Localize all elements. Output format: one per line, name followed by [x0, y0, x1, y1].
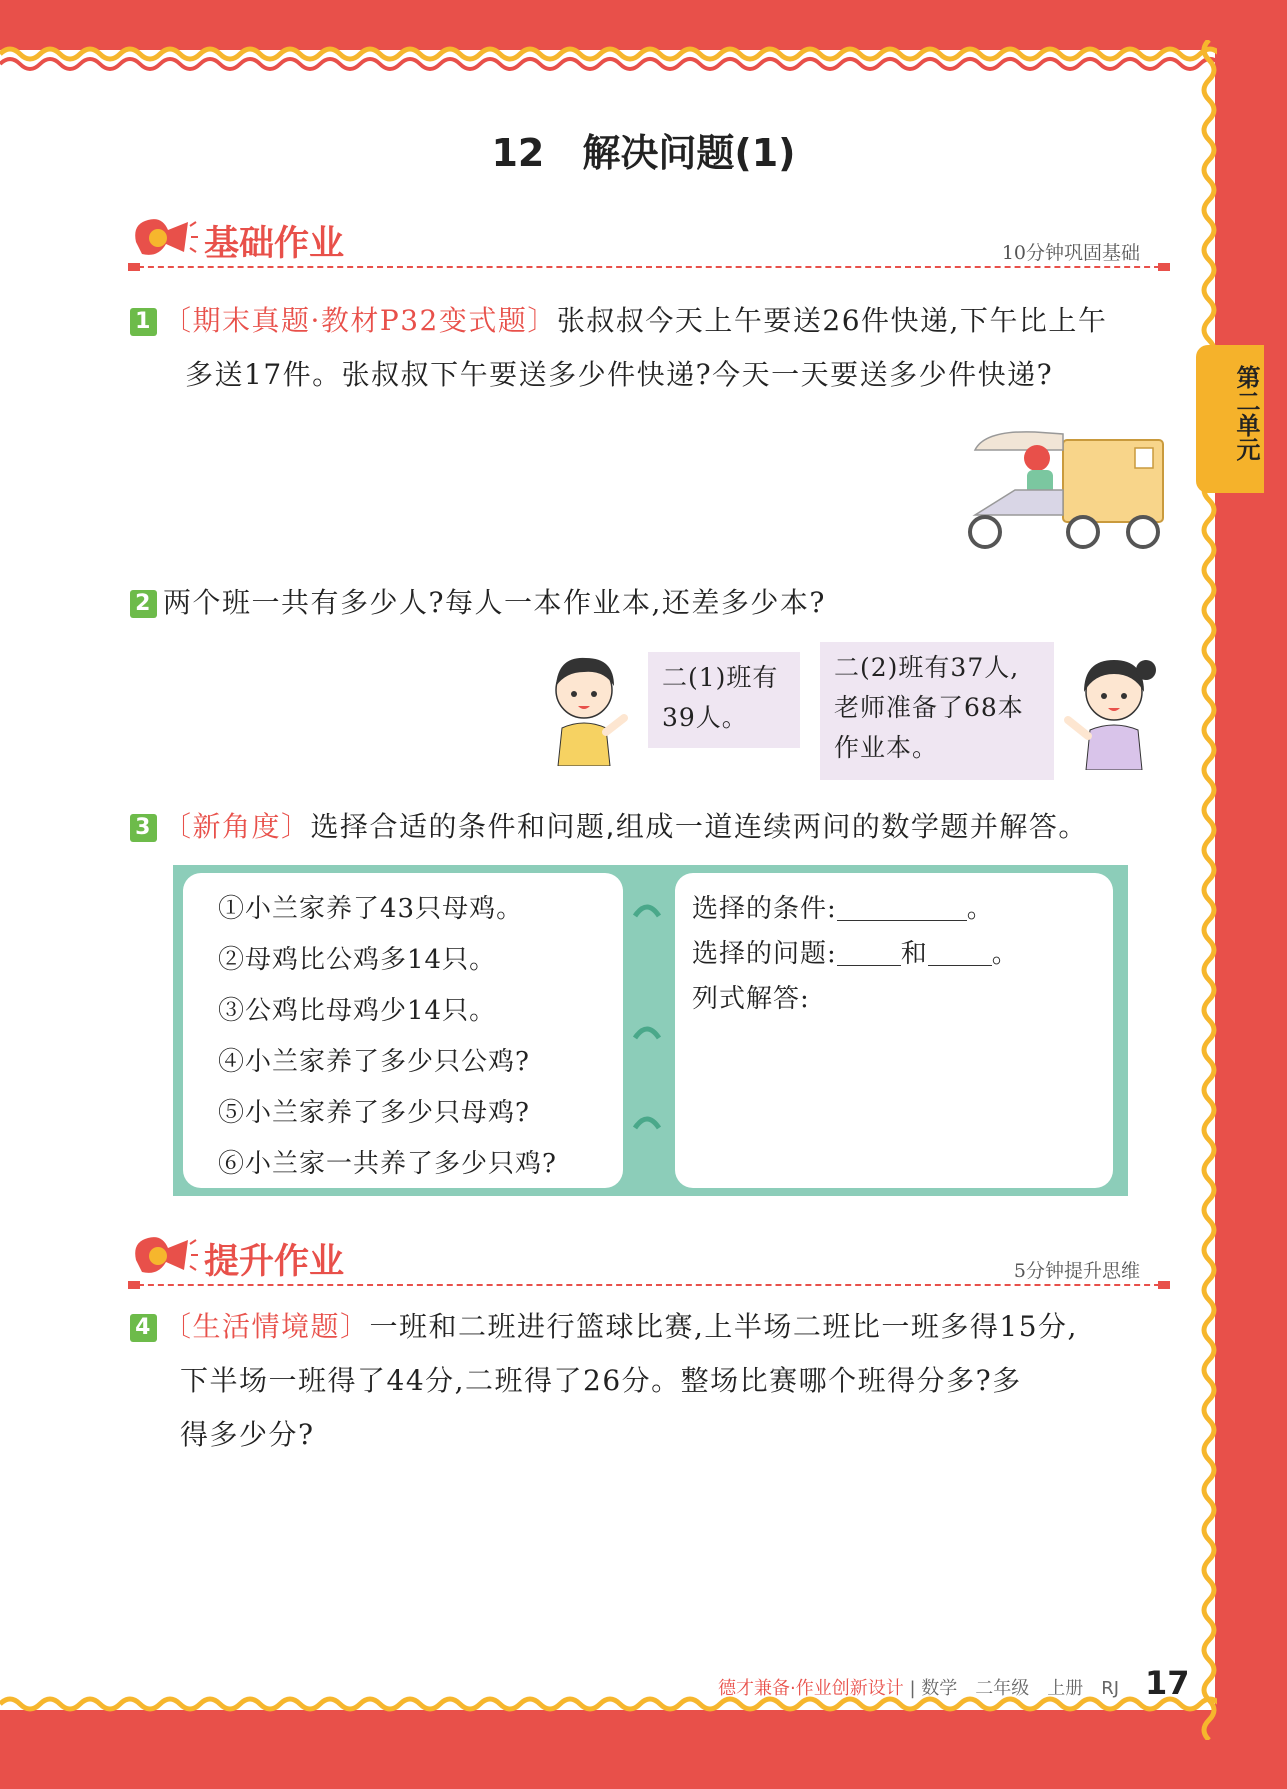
bubble-text: 二(2)班有37人,	[834, 653, 1020, 682]
question-text: 得多少分?	[180, 1418, 315, 1451]
chosen-conditions-row	[692, 888, 994, 925]
chosen-questions-row	[692, 933, 1019, 970]
girl-illustration	[1058, 648, 1168, 770]
boy-speech-bubble	[648, 652, 800, 748]
question-text: 多送17件。张叔叔下午要送多少件快递?今天一天要送多少件快递?	[185, 358, 1054, 391]
question-tag: 〔期末真题·教材P32变式题〕	[163, 304, 557, 337]
question-text: 两个班一共有多少人?每人一本作业本,还差多少本?	[163, 586, 826, 619]
answer-blank[interactable]	[837, 939, 901, 966]
section-header-basic	[128, 212, 1170, 272]
bubble-text: 39人。	[662, 703, 748, 732]
right-wave-border	[1195, 40, 1235, 1740]
question-number: 1	[130, 308, 157, 336]
solve-label: 列式解答:	[692, 984, 810, 1014]
delivery-tricycle-illustration	[955, 420, 1170, 555]
condition-item: ④小兰家养了多少只公鸡?	[218, 1047, 530, 1077]
trumpet-icon	[128, 212, 198, 264]
section-divider	[128, 1284, 1170, 1286]
punctuation: 。	[966, 894, 994, 924]
trumpet-icon	[128, 1230, 198, 1282]
page-title: 12 解决问题(1)	[491, 131, 796, 175]
question-1	[130, 294, 1180, 402]
question-3	[130, 800, 1180, 854]
question-2	[130, 576, 1180, 630]
answer-blank[interactable]	[928, 939, 992, 966]
footer-brand: 德才兼备·作业创新设计	[718, 1678, 904, 1699]
condition-item: ③公鸡比母鸡少14只。	[218, 996, 497, 1026]
punctuation: 。	[991, 939, 1019, 969]
boy-illustration	[544, 648, 628, 766]
conjunction: 和	[900, 939, 928, 969]
condition-item: ⑤小兰家养了多少只母鸡?	[218, 1098, 530, 1128]
question-number: 2	[130, 590, 157, 618]
answer-label: 选择的条件:	[692, 894, 837, 924]
answer-blank[interactable]	[837, 894, 967, 921]
question-text: 张叔叔今天上午要送26件快递,下午比上午	[556, 304, 1108, 337]
question-tag: 〔新角度〕	[163, 810, 311, 843]
section-title-advanced: 提升作业	[204, 1242, 345, 1282]
binder-ring-icon	[633, 898, 661, 926]
footer-book-info: 数学 二年级 上册 RJ	[921, 1678, 1120, 1699]
girl-speech-bubble	[820, 642, 1054, 780]
section-title-basic: 基础作业	[204, 224, 345, 264]
bubble-text: 二(1)班有	[662, 663, 779, 692]
unit-side-tab	[1196, 345, 1264, 493]
question-text: 一班和二班进行篮球比赛,上半场二班比一班多得15分,	[369, 1310, 1078, 1343]
footer: 德才兼备·作业创新设计 | 数学 二年级 上册 RJ	[718, 1678, 1120, 1699]
answer-label: 选择的问题:	[692, 939, 837, 969]
question-text: 选择合适的条件和问题,组成一道连续两问的数学题并解答。	[310, 810, 1088, 843]
binder-ring-icon	[633, 1110, 661, 1138]
question-text: 下半场一班得了44分,二班得了26分。整场比赛哪个班得分多?多	[180, 1364, 1022, 1397]
question-tag: 〔生活情境题〕	[163, 1310, 370, 1343]
binder-ring-icon	[633, 1020, 661, 1048]
unit-side-tab-label: 第二单元	[1232, 365, 1260, 461]
bubble-text: 老师准备了68本	[834, 693, 1024, 722]
top-wave-border	[0, 40, 1230, 76]
question-number: 4	[130, 1314, 157, 1342]
section-subtitle-advanced: 5分钟提升思维	[1013, 1260, 1140, 1282]
question-4	[130, 1300, 1180, 1462]
condition-item: ①小兰家养了43只母鸡。	[218, 894, 524, 924]
page-number: 17	[1145, 1664, 1190, 1702]
section-subtitle-basic: 10分钟巩固基础	[1001, 242, 1140, 264]
section-divider	[128, 266, 1170, 268]
condition-item: ⑥小兰家一共养了多少只鸡?	[218, 1149, 557, 1179]
section-header-advanced	[128, 1230, 1170, 1290]
bubble-text: 作业本。	[834, 733, 939, 762]
condition-item: ②母鸡比公鸡多14只。	[218, 945, 497, 975]
question-number: 3	[130, 814, 157, 842]
